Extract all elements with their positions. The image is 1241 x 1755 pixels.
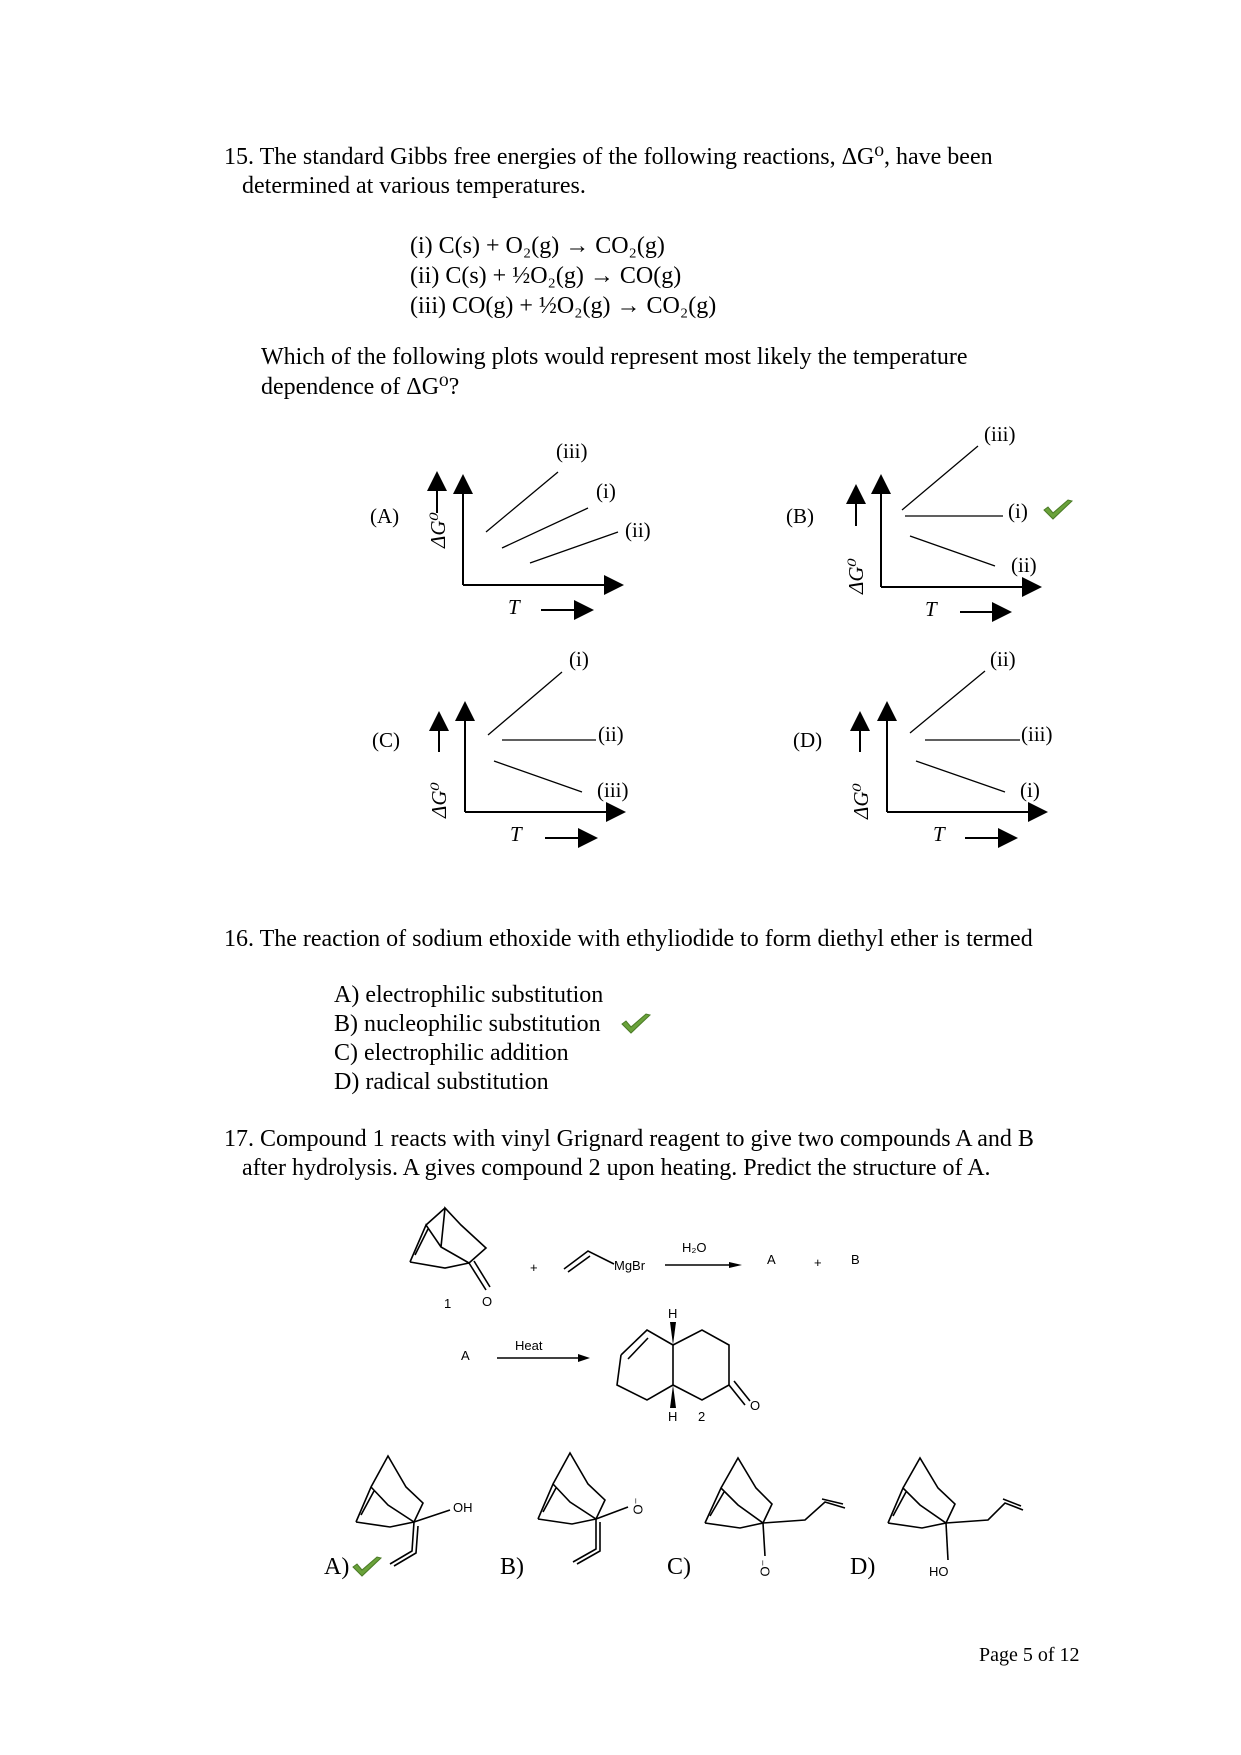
q17-option-a-group: OH: [453, 1500, 473, 1515]
plot-d-line-label-2: (iii): [1021, 722, 1053, 746]
compound-2-h-top: H: [668, 1306, 678, 1321]
plot-c-line-label-1: (i): [569, 647, 589, 671]
plot-c-y-label: ΔG⁰: [427, 782, 451, 818]
plot-b-line-label-1: (iii): [984, 422, 1016, 446]
q16-option-b: B) nucleophilic substitution: [334, 1011, 601, 1037]
plot-d-label: (D): [793, 728, 823, 752]
plot-b-line-label-2: (i): [1008, 499, 1028, 523]
q17-option-a-label: A): [324, 1554, 350, 1580]
plot-d-line-label-1: (ii): [990, 647, 1016, 671]
q16-option-d: D) radical substitution: [334, 1069, 549, 1095]
q17-stem-line2: after hydrolysis. A gives compound 2 upon heating. Predict the structure of A.: [242, 1155, 991, 1181]
q15-prompt-line2: dependence of ΔG⁰?: [261, 374, 460, 400]
plot-b-y-label: ΔG⁰: [844, 558, 868, 594]
q17-option-c-group: O⁻: [757, 1559, 773, 1577]
q17-option-b-label: B): [500, 1554, 524, 1580]
plot-c-line-label-2: (ii): [598, 722, 624, 746]
compound-1-oxygen: O: [482, 1294, 493, 1309]
q17-option-b-group: O⁻: [630, 1497, 646, 1515]
q17-stem-line1: 17. Compound 1 reacts with vinyl Grignard reagent to give two compounds A and B: [224, 1126, 1034, 1152]
plot-d-line-label-3: (i): [1020, 778, 1040, 802]
plot-a-y-label: ΔG⁰: [426, 512, 450, 548]
plot-c-x-label: T: [510, 822, 522, 846]
q16-option-c: C) electrophilic addition: [334, 1040, 569, 1066]
q15-stem-line1: 15. The standard Gibbs free energies of the following reactions, ΔG⁰, have been: [224, 144, 993, 170]
compound-1-label: 1: [444, 1296, 452, 1311]
plot-a-line-label-1: (iii): [556, 439, 588, 463]
scheme-a-label: A: [461, 1348, 470, 1363]
plot-c-line-label-3: (iii): [597, 778, 629, 802]
compound-2-label: 2: [698, 1409, 706, 1424]
scheme-h2o: H₂O: [682, 1240, 707, 1255]
compound-2-h-bottom: H: [668, 1409, 678, 1424]
q15-stem-line2: determined at various temperatures.: [242, 173, 586, 199]
plot-b-line-label-3: (ii): [1011, 553, 1037, 577]
plot-b-x-label: T: [925, 597, 937, 621]
scheme-plus-2: +: [814, 1255, 822, 1270]
plot-d-x-label: T: [933, 822, 945, 846]
q15-reaction-iii: (iii) CO(g) + ½O₂(g) → CO₂(g): [410, 293, 717, 319]
correct-check-icon: [352, 1556, 382, 1578]
plot-a-x-label: T: [508, 595, 520, 619]
q17-option-d-group: HO: [929, 1564, 949, 1579]
plot-d-y-label: ΔG⁰: [849, 783, 873, 819]
compound-2-oxygen: O: [750, 1398, 761, 1413]
q15-reaction-i: (i) C(s) + O₂(g) → CO₂(g): [410, 233, 665, 259]
q17-option-c-label: C): [667, 1554, 691, 1580]
page-number: Page 5 of 12: [979, 1644, 1080, 1666]
plot-a-line-label-2: (i): [596, 479, 616, 503]
scheme-product-b: B: [851, 1252, 860, 1267]
q17-option-d-label: D): [850, 1554, 876, 1580]
plot-c-label: (C): [372, 728, 400, 752]
q16-stem: 16. The reaction of sodium ethoxide with ethyliodide to form diethyl ether is termed: [224, 926, 1033, 952]
scheme-product-a: A: [767, 1252, 776, 1267]
plot-a-label: (A): [370, 504, 400, 528]
q15-reaction-ii: (ii) C(s) + ½O₂(g) → CO(g): [410, 263, 682, 289]
q16-option-a: A) electrophilic substitution: [334, 982, 604, 1008]
q15-prompt-line1: Which of the following plots would represent most likely the temperature: [261, 344, 968, 370]
plot-a-line-label-3: (ii): [625, 518, 651, 542]
scheme-plus-1: +: [530, 1260, 538, 1275]
scheme-heat: Heat: [515, 1338, 543, 1353]
scheme-mgbr: MgBr: [614, 1258, 646, 1273]
plot-b-label: (B): [786, 504, 814, 528]
